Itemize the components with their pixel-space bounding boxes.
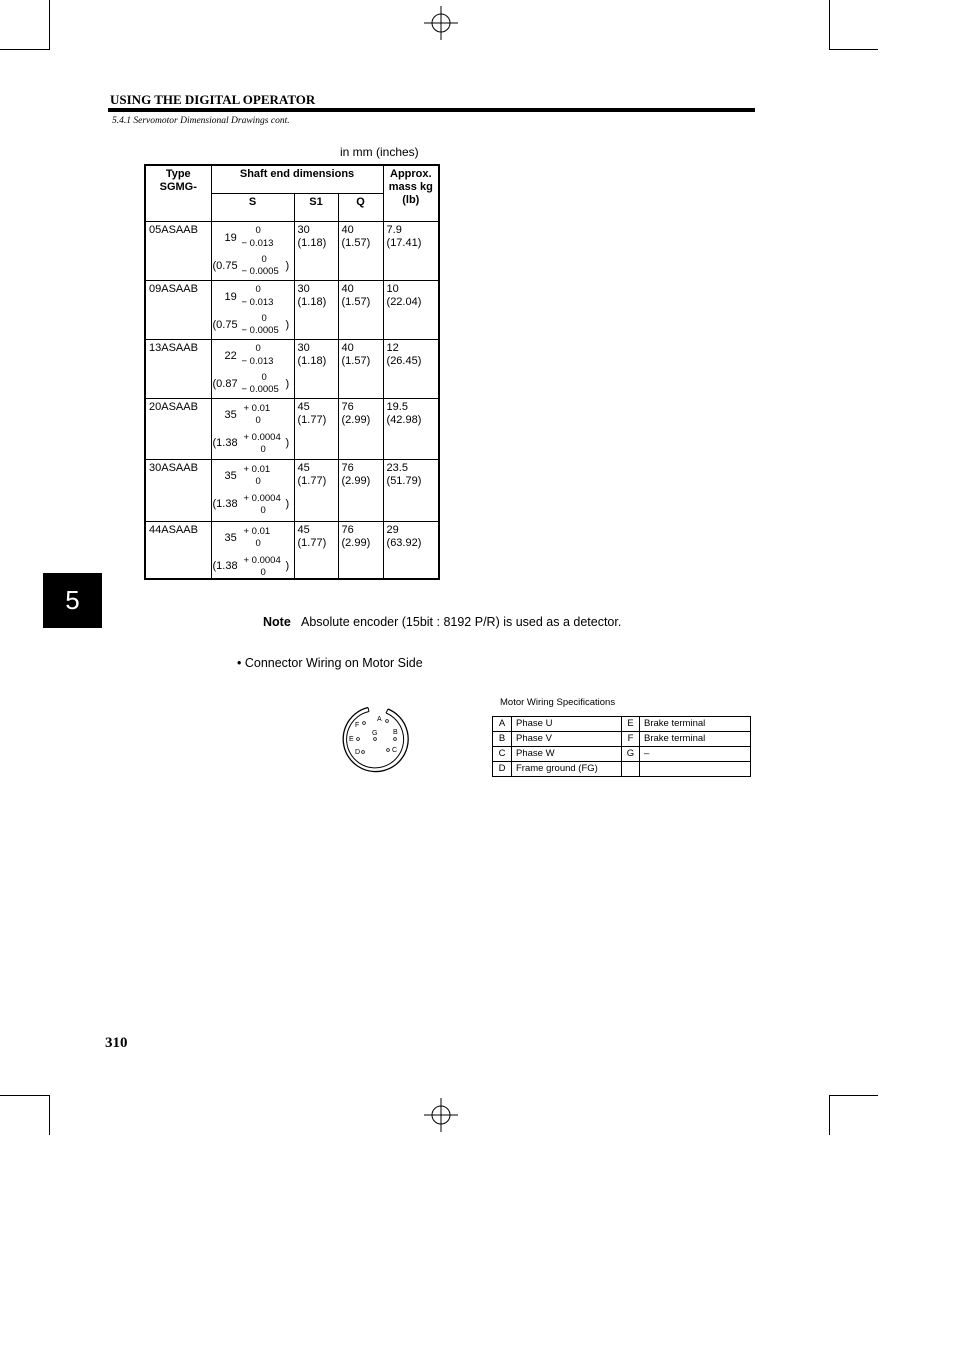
pin-label-a: A [377, 716, 382, 723]
header-q: Q [338, 193, 383, 221]
s-mm-tol-upper: 0 [255, 224, 261, 236]
table-row [145, 459, 439, 521]
s-in-tol-upper: 0 [261, 312, 267, 324]
s-in-tol-upper: + 0.0004 [243, 554, 281, 566]
s-mm-tol-lower: 0 [255, 475, 261, 487]
pin-a [386, 720, 389, 723]
s-mm: 22 [224, 349, 237, 362]
pin-letter: D [493, 762, 512, 777]
s-mm: 19 [224, 290, 237, 303]
table-row [145, 339, 439, 398]
header-rule [108, 108, 755, 112]
pin-description: Phase W [512, 747, 622, 762]
s-in-close: ) [285, 259, 290, 272]
page-number: 310 [105, 1035, 128, 1051]
s1-cell: 30 (1.18) [294, 339, 338, 398]
q-cell: 76 (2.99) [338, 398, 383, 459]
header-mass: Approx. mass kg (lb) [383, 165, 439, 221]
s1-cell: 45 (1.77) [294, 398, 338, 459]
crop-mark [829, 1095, 878, 1096]
crop-mark [0, 49, 50, 50]
s-cell [211, 280, 294, 339]
s-mm-tol-upper: + 0.01 [243, 402, 271, 414]
s-in-tol-lower: 0 [260, 504, 266, 516]
header-s: S [211, 193, 294, 221]
crop-mark [49, 0, 50, 50]
s-mm-tol-lower: − 0.013 [241, 237, 274, 249]
pin-label-e: E [349, 736, 354, 743]
pin-label-g: G [372, 730, 378, 737]
table-row [145, 280, 439, 339]
s-in-tol-upper: + 0.0004 [243, 431, 281, 443]
pin-letter [622, 762, 640, 777]
type-cell: 05ASAAB [145, 221, 211, 280]
crop-mark [0, 1095, 50, 1096]
s-mm: 19 [224, 231, 237, 244]
crop-mark [49, 1095, 50, 1135]
s-mm: 35 [224, 408, 237, 421]
table-row [145, 521, 439, 579]
s-cell [211, 459, 294, 521]
s-mm: 35 [224, 469, 237, 482]
s-mm: 35 [224, 531, 237, 544]
s-in-close: ) [285, 559, 290, 572]
connector-heading: • Connector Wiring on Motor Side [237, 656, 423, 670]
s-in-close: ) [285, 497, 290, 510]
pin-letter: F [622, 732, 640, 747]
mass-cell: 7.9 (17.41) [383, 221, 439, 280]
crop-mark [829, 1095, 830, 1135]
pin-letter: A [493, 717, 512, 732]
s-mm-tol-upper: + 0.01 [243, 463, 271, 475]
s-in: (1.38 [212, 559, 238, 572]
subsection-title: 5.4.1 Servomotor Dimensional Drawings cont. [112, 116, 290, 126]
pin-letter: G [622, 747, 640, 762]
s-cell [211, 339, 294, 398]
pin-f [363, 722, 366, 725]
table-row [145, 221, 439, 280]
pin-description: Brake terminal [640, 732, 751, 747]
pin-label-d: D [355, 749, 361, 756]
s1-cell: 30 (1.18) [294, 280, 338, 339]
s-in: (0.75 [212, 318, 238, 331]
pin-description: Phase U [512, 717, 622, 732]
pin-description: Phase V [512, 732, 622, 747]
pin-description: Brake terminal [640, 717, 751, 732]
wiring-row [493, 747, 751, 762]
s-in: (1.38 [212, 497, 238, 510]
s-mm-tol-upper: 0 [255, 342, 261, 354]
s-in-tol-lower: 0 [260, 443, 266, 455]
q-cell: 76 (2.99) [338, 521, 383, 579]
pin-c [387, 749, 390, 752]
type-cell: 20ASAAB [145, 398, 211, 459]
s1-cell: 45 (1.77) [294, 459, 338, 521]
s-in-tol-lower: − 0.0005 [241, 324, 279, 336]
note-text: Absolute encoder (15bit : 8192 P/R) is used as a detector. [301, 615, 622, 629]
header-s1: S1 [294, 193, 338, 221]
pin-letter: B [493, 732, 512, 747]
s1-cell: 45 (1.77) [294, 521, 338, 579]
mass-cell: 12 (26.45) [383, 339, 439, 398]
s-in-tol-lower: − 0.0005 [241, 383, 279, 395]
q-cell: 40 (1.57) [338, 339, 383, 398]
s1-cell: 30 (1.18) [294, 221, 338, 280]
crop-mark [829, 49, 878, 50]
crop-mark [829, 0, 830, 50]
pin-e [357, 738, 360, 741]
s-in-close: ) [285, 377, 290, 390]
s-in-tol-upper: 0 [261, 253, 267, 265]
units-note: in mm (inches) [340, 145, 419, 159]
table-row [145, 398, 439, 459]
type-cell: 09ASAAB [145, 280, 211, 339]
pin-label-c: C [392, 747, 398, 754]
s-in: (0.75 [212, 259, 238, 272]
mass-cell: 23.5 (51.79) [383, 459, 439, 521]
s-in: (0.87 [212, 377, 238, 390]
s-in: (1.38 [212, 436, 238, 449]
mass-cell: 10 (22.04) [383, 280, 439, 339]
type-cell: 13ASAAB [145, 339, 211, 398]
q-cell: 40 (1.57) [338, 280, 383, 339]
wiring-row [493, 717, 751, 732]
q-cell: 40 (1.57) [338, 221, 383, 280]
connector-diagram [338, 704, 410, 776]
pin-letter: C [493, 747, 512, 762]
header-shaft: Shaft end dimensions [211, 165, 383, 193]
wiring-spec-table [492, 716, 751, 777]
q-cell: 76 (2.99) [338, 459, 383, 521]
wiring-row [493, 732, 751, 747]
mass-cell: 29 (63.92) [383, 521, 439, 579]
pin-description [640, 762, 751, 777]
pin-b [394, 738, 397, 741]
s-mm-tol-upper: + 0.01 [243, 525, 271, 537]
s-in-tol-upper: + 0.0004 [243, 492, 281, 504]
header-type: Type SGMG- [145, 165, 211, 221]
pin-g [374, 738, 377, 741]
s-mm-tol-lower: 0 [255, 414, 261, 426]
pin-description: Frame ground (FG) [512, 762, 622, 777]
s-mm-tol-lower: − 0.013 [241, 296, 274, 308]
type-cell: 44ASAAB [145, 521, 211, 579]
s-in-tol-lower: 0 [260, 566, 266, 578]
s-in-tol-lower: − 0.0005 [241, 265, 279, 277]
pin-d [362, 751, 365, 754]
s-cell [211, 398, 294, 459]
wiring-spec-title: Motor Wiring Specifications [500, 697, 616, 708]
s-mm-tol-upper: 0 [255, 283, 261, 295]
wiring-row [493, 762, 751, 777]
pin-label-f: F [355, 722, 360, 729]
s-in-close: ) [285, 436, 290, 449]
section-title: USING THE DIGITAL OPERATOR [110, 92, 316, 107]
s-in-tol-upper: 0 [261, 371, 267, 383]
pin-description: – [640, 747, 751, 762]
pin-label-b: B [393, 729, 398, 736]
s-mm-tol-lower: − 0.013 [241, 355, 274, 367]
s-in-close: ) [285, 318, 290, 331]
shaft-dimensions-table [144, 164, 440, 580]
mass-cell: 19.5 (42.98) [383, 398, 439, 459]
pin-letter: E [622, 717, 640, 732]
registration-mark [424, 1098, 458, 1132]
s-cell [211, 221, 294, 280]
s-mm-tol-lower: 0 [255, 537, 261, 549]
type-cell: 30ASAAB [145, 459, 211, 521]
note-label: Note [263, 615, 291, 629]
s-cell [211, 521, 294, 579]
registration-mark [424, 6, 458, 40]
chapter-tab: 5 [43, 573, 102, 628]
